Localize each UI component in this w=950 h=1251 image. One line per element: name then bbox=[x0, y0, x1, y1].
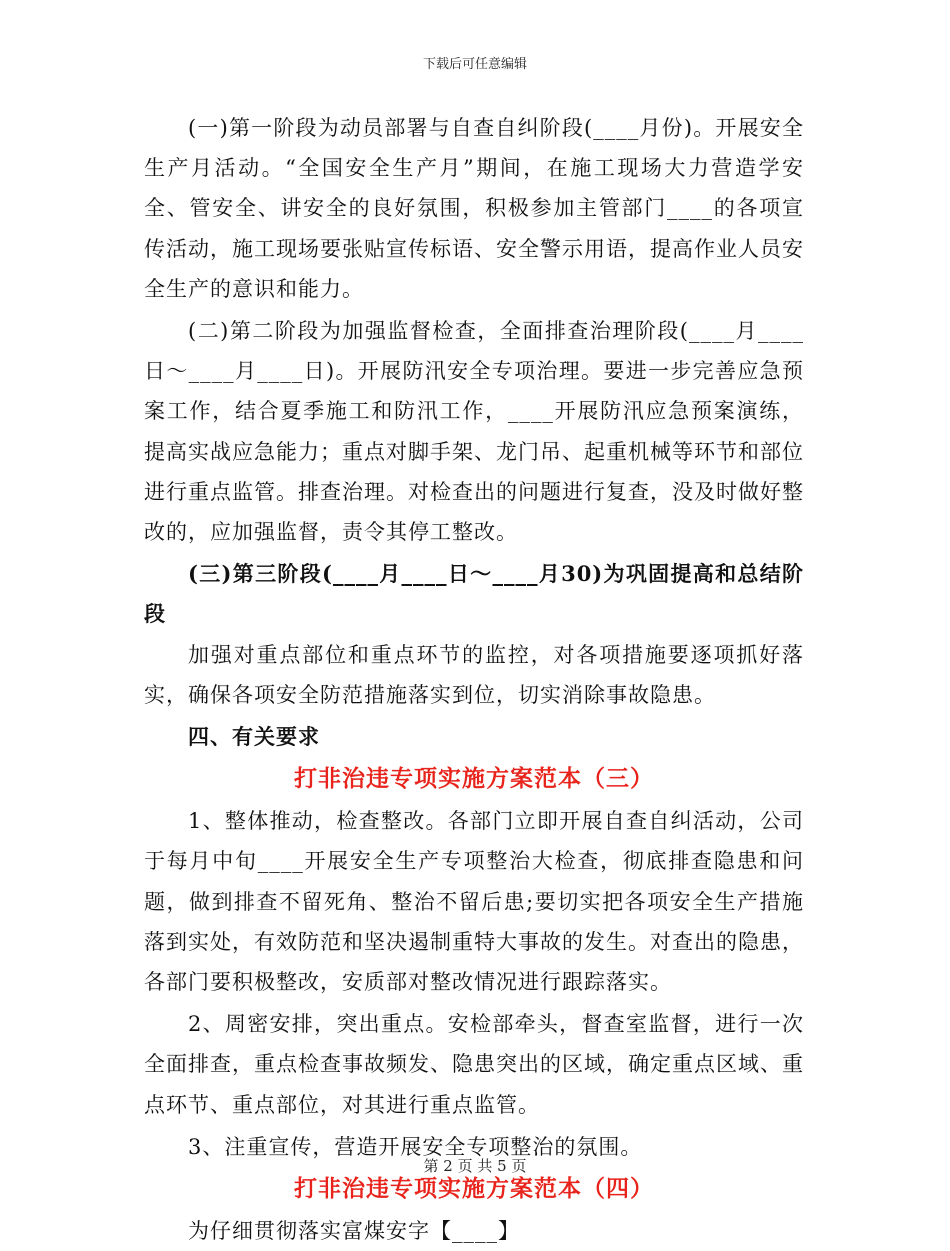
paragraph-stage-two: (二)第二阶段为加强监督检查，全面排查治理阶段(____月____日～____月____日)。开展防汛安全专项治理。要进一步完善应急预案工作，结合夏季施工和防汛工作，____开展防汛应急预案演练，提高实战应急能力；重点对脚手架、龙门吊、起重机械等环节和部位进行重点监管。排查治理。对检查出的问题进行复查，没及时做好整改的，应加强监督，责令其停工整改。 bbox=[144, 319, 804, 545]
requirement-item-3: 3、注重宣传，营造开展安全专项整治的氛围。 bbox=[188, 1134, 643, 1159]
document-body bbox=[144, 108, 804, 1251]
page-footer: 第 2 页 共 5 页 bbox=[423, 1157, 527, 1175]
section-title-three: 打非治违专项实施方案范本（三） bbox=[294, 765, 654, 793]
paragraph-stage-three-heading: (三)第三阶段(____月____日～____月30)为巩固提高和总结阶段 bbox=[144, 561, 804, 627]
requirement-item-2: 2、周密安排，突出重点。安检部牵头，督查室监督，进行一次全面排查，重点检查事故频发、隐患突出的区域，确定重点区域、重点环节、重点部位，对其进行重点监管。 bbox=[144, 1012, 804, 1117]
section-heading-requirements: 四、有关要求 bbox=[188, 724, 320, 750]
paragraph-stage-three-body: 加强对重点部位和重点环节的监控，对各项措施要逐项抓好落实，确保各项安全防范措施落实到位，切实消除事故隐患。 bbox=[144, 642, 804, 707]
section-four-paragraph: 为仔细贯彻落实富煤安字【____】 bbox=[188, 1219, 520, 1244]
section-title-four: 打非治违专项实施方案范本（四） bbox=[294, 1175, 654, 1203]
paragraph-stage-one: (一)第一阶段为动员部署与自查自纠阶段(____月份)。开展安全生产月活动。“全国安全生产月”期间，在施工现场大力营造学安全、管安全、讲安全的良好氛围，积极参加主管部门____的各项宣传活动，施工现场要张贴宣传标语、安全警示用语，提高作业人员安全生产的意识和能力。 bbox=[144, 116, 804, 301]
requirement-item-1: 1、整体推动，检查整改。各部门立即开展自查自纠活动，公司于每月中旬____开展安全生产专项整治大检查，彻底排查隐患和问题，做到排查不留死角、整治不留后患;要切实把各项安全生产措施落到实处，有效防范和坚决遏制重特大事故的发生。对查出的隐患，各部门要积极整改，安质部对整改情况进行跟踪落实。 bbox=[144, 809, 804, 995]
page-header: 下载后可任意编辑 bbox=[422, 57, 527, 72]
